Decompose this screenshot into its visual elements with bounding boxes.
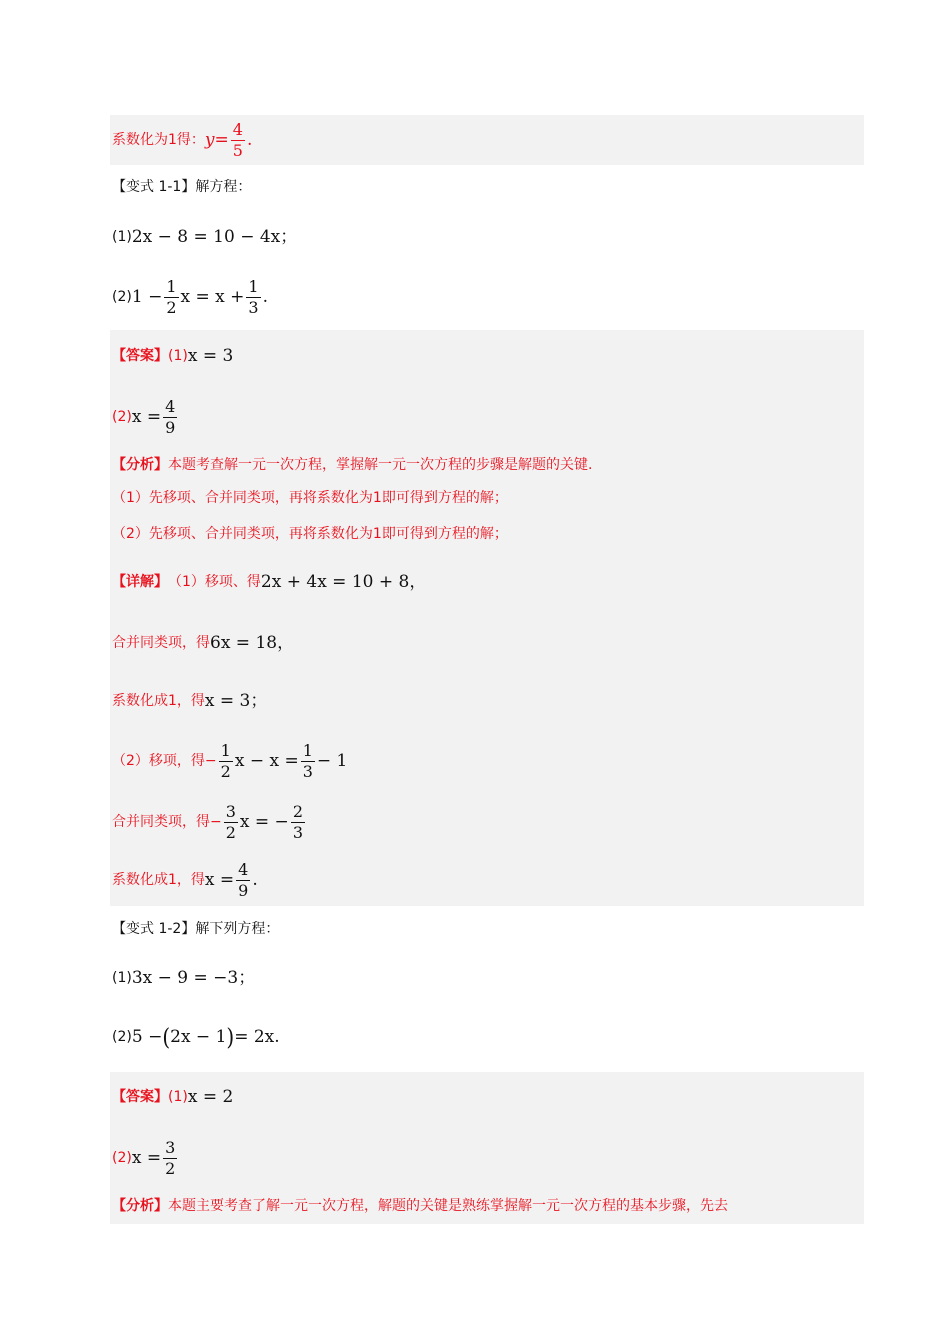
d4-end: − 1 — [316, 751, 348, 771]
detail-1-1-line4 — [112, 740, 347, 782]
right-paren: ) — [226, 1023, 235, 1051]
d4-frac-2-den: 3 — [302, 761, 313, 781]
v2-a2-pre: x = — [131, 1148, 162, 1168]
detail-1-1-line6 — [112, 859, 258, 901]
d6-frac — [236, 861, 250, 900]
d1-expr: 2x + 4x = 10 + 8， — [260, 572, 427, 592]
q2-mid: x = x + — [180, 287, 245, 307]
analysis-1-1-step2: （2）先移项、合并同类项，再将系数化为1即可得到方程的解； — [112, 526, 508, 542]
top-solution-line — [112, 118, 252, 162]
answer-1-1-a1 — [112, 346, 233, 366]
d5-text: 合并同类项，得− — [112, 814, 222, 830]
v2-a1-expr: x = 2 — [187, 1087, 234, 1107]
v2-a2-frac-den: 2 — [165, 1158, 176, 1178]
q2-pre: 1 − — [131, 287, 163, 307]
a2-label: (2) — [112, 409, 132, 425]
q2-end: . — [262, 287, 268, 307]
v2-answer-tag: 【答案】 — [112, 1089, 168, 1105]
d4-mid: x − x = — [234, 751, 299, 771]
analysis-1-2 — [112, 1196, 728, 1216]
detail-1-1-line5 — [112, 801, 307, 843]
detail-1-1-line1 — [112, 572, 426, 592]
q2-frac-2-num: 1 — [248, 276, 259, 296]
answer-tag: 【答案】 — [112, 348, 168, 364]
d4-frac-1 — [219, 742, 233, 781]
variant-1-2-q1 — [112, 968, 255, 988]
q2-frac-1-den: 2 — [166, 297, 177, 317]
a2-frac-den: 9 — [165, 417, 176, 437]
d4-frac-1-den: 2 — [220, 761, 231, 781]
a2-frac — [163, 398, 177, 437]
v2-a2-label: (2) — [112, 1150, 132, 1166]
q1-label: (1) — [112, 229, 132, 245]
variant-1-1-q1 — [112, 227, 297, 247]
detail-1-1-line2 — [112, 633, 294, 653]
answer-1-2-a2 — [112, 1137, 179, 1179]
d5-frac-2 — [291, 803, 305, 842]
q1-expr: 2x − 8 = 10 − 4x； — [131, 227, 298, 247]
analysis-1-1-step1: （1）先移项、合并同类项，再将系数化为1即可得到方程的解； — [112, 490, 508, 506]
left-paren: ( — [162, 1023, 171, 1051]
variant-1-1-header: 【变式 1-1】解方程： — [112, 179, 252, 195]
v2-q2-post: = 2x. — [234, 1027, 280, 1047]
v2-a1-label: (1) — [168, 1089, 188, 1105]
d5-frac-1 — [224, 803, 238, 842]
top-fraction-num: 4 — [232, 119, 243, 139]
d6-frac-den: 9 — [238, 880, 249, 900]
d6-end: . — [252, 870, 258, 890]
d4-frac-2 — [301, 742, 315, 781]
top-fraction-den: 5 — [232, 140, 243, 160]
top-eq: = — [214, 130, 229, 150]
v2-q2-pre: 5 − — [131, 1027, 163, 1047]
v2-a2-frac-num: 3 — [165, 1137, 176, 1157]
d4-frac-2-num: 1 — [302, 740, 313, 760]
variant-1-1-q2 — [112, 276, 268, 318]
d1-text: （1）移项、得 — [168, 574, 261, 590]
a1-expr: x = 3 — [187, 346, 234, 366]
top-end: . — [246, 130, 253, 150]
top-var: y — [204, 130, 215, 150]
a1-label: (1) — [168, 348, 188, 364]
a2-frac-num: 4 — [165, 396, 176, 416]
q2-frac-2 — [246, 278, 260, 317]
q2-frac-1-num: 1 — [166, 276, 177, 296]
d3-text: 系数化成1，得 — [112, 693, 205, 709]
d6-pre: x = — [204, 870, 235, 890]
d2-text: 合并同类项，得 — [112, 635, 210, 651]
answer-1-1-a2 — [112, 396, 179, 438]
top-prefix: 系数化为1得： — [112, 132, 205, 148]
analysis-1-1 — [112, 455, 592, 475]
analysis-text: 本题考查解一元一次方程，掌握解一元一次方程的步骤是解题的关键. — [168, 457, 593, 473]
d5-frac-1-num: 3 — [225, 801, 236, 821]
d3-expr: x = 3； — [204, 691, 268, 711]
d5-frac-2-num: 2 — [292, 801, 303, 821]
top-fraction — [231, 121, 245, 160]
d6-text: 系数化成1，得 — [112, 872, 205, 888]
variant-1-2-header: 【变式 1-2】解下列方程： — [112, 921, 280, 937]
d5-frac-1-den: 2 — [225, 822, 236, 842]
detail-tag: 【详解】 — [112, 574, 168, 590]
q2-label: (2) — [112, 289, 132, 305]
v2-q1-label: (1) — [112, 970, 132, 986]
v2-analysis-text: 本题主要考查了解一元一次方程，解题的关键是熟练掌握解一元一次方程的基本步骤，先去 — [168, 1198, 728, 1214]
v2-a2-frac — [163, 1139, 177, 1178]
detail-1-1-line3 — [112, 691, 267, 711]
v2-q2-label: (2) — [112, 1029, 132, 1045]
v2-q2-inner: 2x − 1 — [170, 1027, 227, 1047]
v2-q1-expr: 3x − 9 = −3； — [131, 968, 256, 988]
d4-text: （2）移项，得− — [112, 753, 217, 769]
variant-1-2-q2 — [112, 1023, 280, 1051]
d5-frac-2-den: 3 — [292, 822, 303, 842]
q2-frac-2-den: 3 — [248, 297, 259, 317]
d5-mid: x = − — [239, 812, 289, 832]
d4-frac-1-num: 1 — [220, 740, 231, 760]
answer-1-2-a1 — [112, 1087, 233, 1107]
a2-pre: x = — [131, 407, 162, 427]
q2-frac-1 — [164, 278, 178, 317]
v2-analysis-tag: 【分析】 — [112, 1198, 168, 1214]
d6-frac-num: 4 — [238, 859, 249, 879]
d2-expr: 6x = 18， — [210, 633, 295, 653]
analysis-tag: 【分析】 — [112, 457, 168, 473]
